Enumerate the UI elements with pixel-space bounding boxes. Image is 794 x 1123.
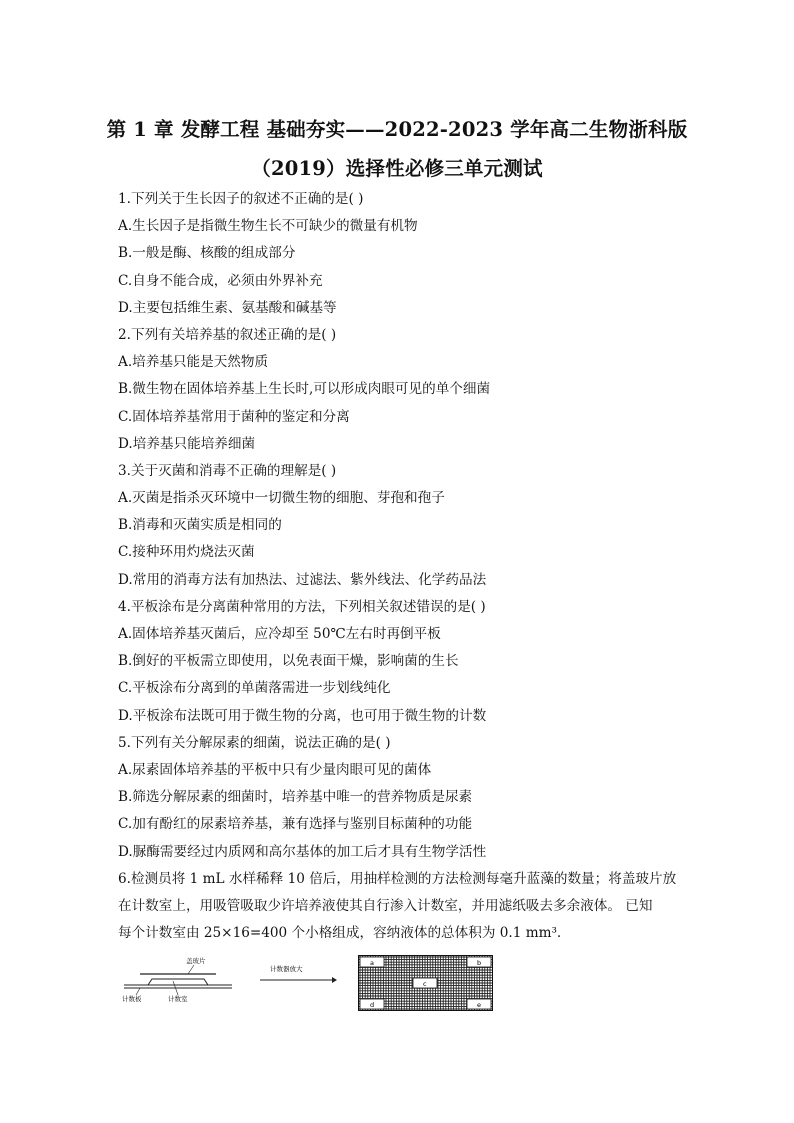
text-line: 5.下列有关分解尿素的细菌，说法正确的是( ) — [118, 734, 391, 751]
text-line: A.尿素固体培养基的平板中只有少量肉眼可见的菌体 — [118, 761, 432, 778]
text-line: B.倒好的平板需立即使用，以免表面干燥，影响菌的生长 — [118, 653, 459, 670]
text-line: 在计数室上，用吸管吸取少许培养液使其自行渗入计数室，并用滤纸吸去多余液体。 已知 — [118, 897, 653, 914]
text-line: D.平板涂布法既可用于微生物的分离，也可用于微生物的计数 — [118, 707, 487, 724]
question-list — [118, 186, 678, 947]
cell-label-b: b — [477, 959, 482, 967]
slide-label: 计数板 — [122, 995, 142, 1003]
arrow-label: 计数器放大 — [270, 965, 303, 973]
text-line: 3.关于灭菌和消毒不正确的理解是( ) — [118, 462, 337, 479]
cell-label-c: c — [423, 980, 427, 988]
text-line: 1.下列关于生长因子的叙述不正确的是( ) — [118, 191, 364, 207]
text-line: C.固体培养基常用于菌种的鉴定和分离 — [118, 408, 350, 425]
cell-label-a: a — [370, 959, 374, 967]
text-line: D.常用的消毒方法有加热法、过滤法、紫外线法、化学药品法 — [118, 571, 487, 588]
text-line: C.加有酚红的尿素培养基，兼有选择与鉴别目标菌种的功能 — [118, 816, 473, 833]
text-line: C.自身不能合成，必须由外界补充 — [118, 272, 323, 289]
cell-label-e: e — [477, 1001, 481, 1009]
magnify-arrow — [258, 960, 338, 990]
text-line: 4.平板涂布是分离菌种常用的方法，下列相关叙述错误的是( ) — [118, 598, 486, 615]
chamber-label: 计数室 — [168, 995, 188, 1003]
coverslip-label: 盖玻片 — [186, 957, 206, 965]
text-line: A.培养基只能是天然物质 — [118, 354, 269, 371]
text-line: A.生长因子是指微生物生长不可缺少的微量有机物 — [118, 218, 418, 235]
text-line: C.平板涂布分离到的单菌落需进一步划线纯化 — [118, 680, 391, 697]
document-title-line-1: 第 1 章 发酵工程 基础夯实——2022-2023 学年高二生物浙科版 — [106, 118, 688, 141]
text-line: A.灭菌是指杀灭环境中一切微生物的细胞、芽孢和孢子 — [118, 490, 445, 507]
text-line: A.固体培养基灭菌后，应冷却至 50℃左右时再倒平板 — [118, 626, 441, 642]
counting-grid — [358, 955, 493, 1011]
text-line: 2.下列有关培养基的叙述正确的是( ) — [118, 326, 337, 343]
text-line: D.脲酶需要经过内质网和高尔基体的加工后才具有生物学活性 — [118, 843, 487, 860]
text-line: B.一般是酶、核酸的组成部分 — [118, 245, 296, 262]
text-line: D.主要包括维生素、氨基酸和碱基等 — [118, 299, 337, 316]
text-line: B.消毒和灭菌实质是相同的 — [118, 517, 282, 534]
cell-label-d: d — [370, 1001, 375, 1009]
text-line: D.培养基只能培养细菌 — [118, 435, 256, 452]
counting-chamber-diagram — [118, 955, 238, 1005]
text-line: 每个计数室由 25×16=400 个小格组成，容纳液体的总体积为 0.1 mm³. — [118, 925, 562, 942]
text-line: B.微生物在固体培养基上生长时,可以形成肉眼可见的单个细菌 — [118, 381, 491, 398]
document-title-line-2: （2019）选择性必修三单元测试 — [251, 157, 543, 180]
hemocytometer-figure — [118, 955, 678, 1015]
text-line: 6.检测员将 1 mL 水样稀释 10 倍后，用抽样检测的方法检测每毫升蓝藻的数量；将盖玻片放 — [118, 870, 677, 887]
text-line: B.筛选分解尿素的细菌时，培养基中唯一的营养物质是尿素 — [118, 789, 473, 806]
text-line: C.接种环用灼烧法灭菌 — [118, 544, 255, 561]
